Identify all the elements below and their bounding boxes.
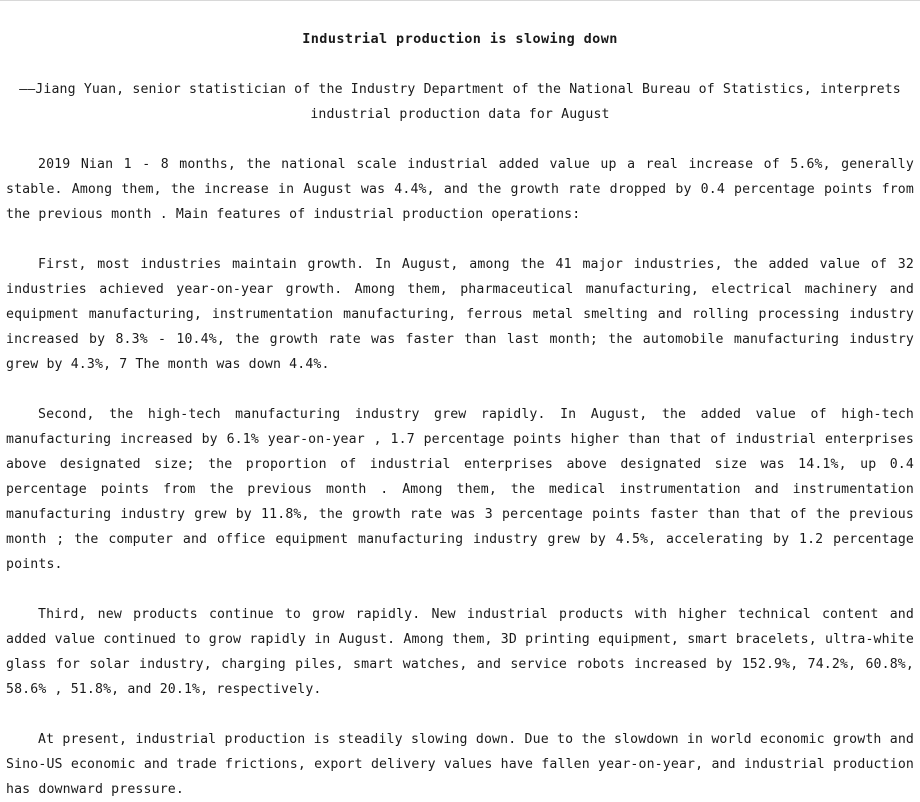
paragraph-second: Second, the high-tech manufacturing industry grew rapidly. In August, the added value of high-tech manufacturing increased by 6.1% year-on-year , 1.7 percentage points higher than that of industrial enterprises above designated size; the proportion of industrial enterprises above designated size was 14.1%, up 0.4 percentage points from the previous month . Among them, the medical instrumentation and instrumentation manufacturing industry grew by 11.8%, the growth rate was 3 percentage points faster than that of the previous month ; the computer and office equipment manufacturing industry grew by 4.5%, accelerating by 1.2 percentage points.: [6, 407, 914, 572]
paragraph-third: Third, new products continue to grow rapidly. New industrial products with higher technical content and added value continued to grow rapidly in August. Among them, 3D printing equipment, smart bracelets, ultra-white glass for solar industry, charging piles, smart watches, and service robots increased by 152.9%, 74.2%, 60.8%, 58.6% , 51.8%, and 20.1%, respectively.: [6, 607, 914, 697]
paragraph-intro: 2019 Nian 1 - 8 months, the national scale industrial added value up a real increase of 5.6%, generally stable. Among them, the increase in August was 4.4%, and the growth rate dropped by 0.4 percentage points from the previous month . Main features of industrial production operations:: [6, 157, 914, 222]
top-divider: [0, 0, 920, 1]
paragraph-conclusion: At present, industrial production is steadily slowing down. Due to the slowdown in world economic growth and Sino-US economic and trade frictions, export delivery values have fallen year-on-year, and industrial production has downward pressure.: [6, 732, 914, 797]
article-subtitle: ——Jiang Yuan, senior statistician of the Industry Department of the National Bureau of Statistics, interprets industrial production data for August: [19, 82, 901, 122]
article: [6, 27, 914, 802]
paragraph-first: First, most industries maintain growth. In August, among the 41 major industries, the added value of 32 industries achieved year-on-year growth. Among them, pharmaceutical manufacturing, electrical machinery and equipment manufacturing, instrumentation manufacturing, ferrous metal smelting and rolling processing industry increased by 8.3% - 10.4%, the growth rate was faster than last month; the automobile manufacturing industry grew by 4.3%, 7 The month was down 4.4%.: [6, 257, 914, 372]
article-title: Industrial production is slowing down: [302, 31, 618, 47]
